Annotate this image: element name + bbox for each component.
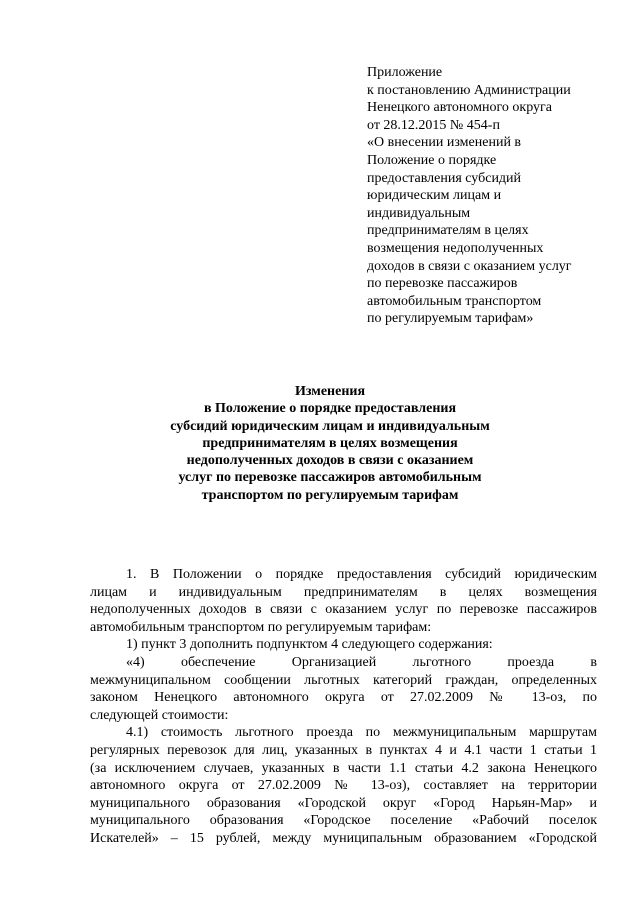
body-line: автомобильным транспортом по регулируемым тарифам: — [90, 619, 432, 635]
appendix-line: предпринимателям в целях — [367, 223, 529, 239]
body-line: автономного округа от 27.02.2009 № 13-оз), составляет на территории — [90, 778, 597, 794]
body-line: межмуниципальном сообщении льготных категорий граждан, определенных — [90, 672, 597, 688]
body-line: «4) обеспечение Организацией льготного проезда в — [126, 654, 597, 670]
heading-line: транспортом по регулируемым тарифам — [201, 487, 459, 503]
appendix-line: индивидуальным — [367, 205, 471, 221]
body-line: Искателей» – 15 рублей, между муниципальным образованием «Городской — [90, 830, 597, 846]
heading-line: предпринимателям в целях возмещения — [202, 435, 458, 451]
appendix-line: возмещения недополученных — [367, 240, 544, 256]
heading-line: субсидий юридическим лицам и индивидуальным — [170, 418, 490, 434]
body-line: следующей стоимости: — [90, 707, 229, 723]
body-line: муниципального образования «Городской округ «Город Нарьян-Мар» и — [90, 795, 597, 811]
body-line: законом Ненецкого автономного округа от 27.02.2009 № 13-оз, по — [90, 690, 597, 706]
appendix-line: по перевозке пассажиров — [367, 276, 518, 292]
body-line: 4.1) стоимость льготного проезда по межмуниципальным маршрутам — [126, 725, 597, 741]
heading-line: Изменения — [294, 384, 366, 399]
document-heading — [100, 383, 560, 504]
appendix-line: «О внесении изменений в — [367, 135, 522, 151]
appendix-line: автомобильным транспортом — [367, 293, 542, 309]
body-line: 1) пункт 3 дополнить подпунктом 4 следующего содержания: — [126, 637, 493, 653]
appendix-line: Ненецкого автономного округа — [367, 100, 552, 116]
body-line: лицам и индивидуальным предпринимателям в целях возмещения — [90, 584, 597, 600]
body-line: регулярных перевозок для лиц, указанных в пунктах 4 и 4.1 части 1 статьи 1 — [90, 742, 597, 758]
body-line: недополученных доходов в связи с оказанием услуг по перевозке пассажиров — [90, 602, 597, 618]
appendix-line: Приложение — [367, 65, 443, 80]
heading-line: недополученных доходов в связи с оказанием — [186, 453, 474, 469]
body-line: (за исключением случаев, указанных в части 1.1 статьи 4.2 закона Ненецкого — [90, 760, 597, 776]
appendix-line: от 28.12.2015 № 454-п — [367, 117, 500, 133]
appendix-line: доходов в связи с оказанием услуг — [367, 258, 572, 274]
body-line: муниципального образования «Городское поселение «Рабочий поселок — [90, 813, 597, 829]
document-body — [90, 566, 597, 848]
appendix-line: по регулируемым тарифам» — [367, 311, 534, 327]
appendix-line: юридическим лицам и — [367, 188, 502, 204]
body-line: 1. В Положении о порядке предоставления субсидий юридическим — [126, 567, 597, 582]
heading-line: в Положение о порядке предоставления — [203, 401, 457, 417]
appendix-line: предоставления субсидий — [367, 170, 522, 186]
heading-line: услуг по перевозке пассажиров автомобильным — [178, 470, 482, 486]
appendix-block — [367, 64, 627, 328]
appendix-line: Положение о порядке — [367, 152, 497, 168]
appendix-line: к постановлению Администрации — [367, 82, 571, 98]
